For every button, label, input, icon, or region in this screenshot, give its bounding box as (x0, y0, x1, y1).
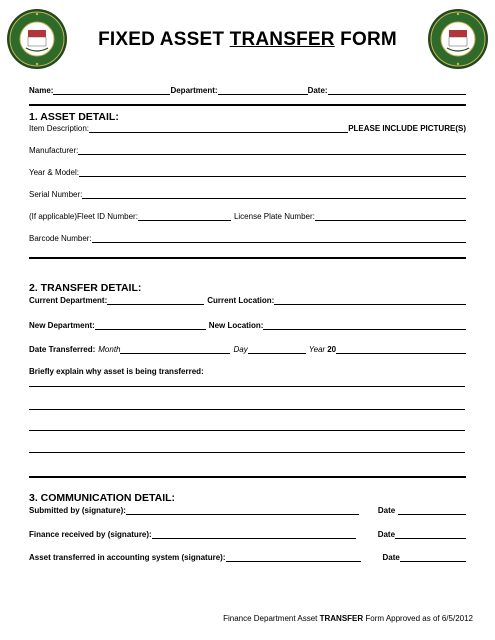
finance-received-label: Finance received by (signature): (29, 530, 152, 539)
name-label: Name: (29, 86, 54, 95)
footer-note: Finance Department Asset TRANSFER Form Approved as of 6/5/2012 (223, 614, 473, 623)
year-label: Year (308, 345, 326, 354)
barcode-row (29, 234, 466, 243)
department-field[interactable] (218, 87, 308, 95)
submitted-by-row (29, 506, 466, 515)
new-department-label: New Department: (29, 321, 95, 330)
current-department-label: Current Department: (29, 296, 108, 305)
fleet-id-label: (If applicable)Fleet ID Number: (29, 212, 138, 221)
accounting-date-label: Date (382, 553, 400, 562)
finance-date-field[interactable] (395, 531, 466, 539)
accounting-system-row (29, 553, 466, 562)
transfer-detail-heading: 2. TRANSFER DETAIL: (29, 282, 142, 294)
accounting-system-signature-field[interactable] (226, 554, 361, 562)
current-department-field[interactable] (107, 297, 204, 305)
submitted-by-label: Submitted by (signature): (29, 506, 126, 515)
finance-received-row (29, 530, 466, 539)
finance-date-label: Date (377, 530, 396, 539)
asset-detail-heading: 1. ASSET DETAIL: (29, 111, 119, 123)
finance-received-signature-field[interactable] (152, 531, 356, 539)
year-model-row (29, 168, 466, 177)
barcode-label: Barcode Number: (29, 234, 92, 243)
fleet-id-field[interactable] (138, 213, 231, 221)
accounting-system-label: Asset transferred in accounting system (signature): (29, 553, 226, 562)
name-field[interactable] (53, 87, 170, 95)
date-field[interactable] (328, 87, 466, 95)
submitted-date-field[interactable] (398, 507, 466, 515)
year-field[interactable] (336, 346, 466, 354)
item-description-field[interactable] (89, 125, 348, 133)
explain-line-4[interactable] (29, 452, 465, 453)
explain-line-1[interactable] (29, 386, 465, 387)
serial-number-field[interactable] (82, 191, 466, 199)
divider (29, 476, 466, 478)
year-prefix: 20 (327, 345, 337, 354)
item-description-row (29, 124, 466, 133)
divider (29, 257, 466, 259)
submitted-by-signature-field[interactable] (126, 507, 359, 515)
fleet-license-row (29, 212, 466, 221)
accounting-date-field[interactable] (400, 554, 466, 562)
date-transferred-label: Date Transferred: (29, 345, 96, 354)
explain-label: Briefly explain why asset is being transferred: (29, 367, 204, 376)
name-department-date-row (29, 86, 466, 95)
item-description-label: Item Description: (29, 124, 90, 133)
month-label: Month (98, 345, 121, 354)
current-location-field[interactable] (274, 297, 466, 305)
department-label: Department: (170, 86, 218, 95)
manufacturer-label: Manufacturer: (29, 146, 79, 155)
new-row (29, 321, 466, 330)
manufacturer-row (29, 146, 466, 155)
barcode-field[interactable] (92, 235, 466, 243)
explain-line-2[interactable] (29, 409, 465, 410)
explain-row (29, 367, 466, 376)
month-field[interactable] (120, 346, 230, 354)
day-label: Day (233, 345, 248, 354)
date-transferred-row (29, 345, 466, 354)
serial-number-row (29, 190, 466, 199)
date-label: Date: (307, 86, 328, 95)
divider (29, 104, 466, 106)
submitted-date-label: Date (377, 506, 396, 515)
serial-number-label: Serial Number: (29, 190, 83, 199)
license-plate-field[interactable] (315, 213, 466, 221)
form-title: FIXED ASSET TRANSFER FORM (98, 29, 397, 50)
current-location-label: Current Location: (207, 296, 275, 305)
day-field[interactable] (248, 346, 306, 354)
new-location-field[interactable] (263, 322, 466, 330)
new-location-label: New Location: (208, 321, 264, 330)
manufacturer-field[interactable] (78, 147, 466, 155)
year-model-field[interactable] (79, 169, 466, 177)
new-department-field[interactable] (95, 322, 206, 330)
explain-line-3[interactable] (29, 430, 465, 431)
current-row (29, 296, 466, 305)
year-model-label: Year & Model: (29, 168, 79, 177)
communication-detail-heading: 3. COMMUNICATION DETAIL: (29, 492, 176, 504)
license-plate-label: License Plate Number: (233, 212, 315, 221)
include-picture-note: PLEASE INCLUDE PICTURE(S) (348, 124, 466, 133)
